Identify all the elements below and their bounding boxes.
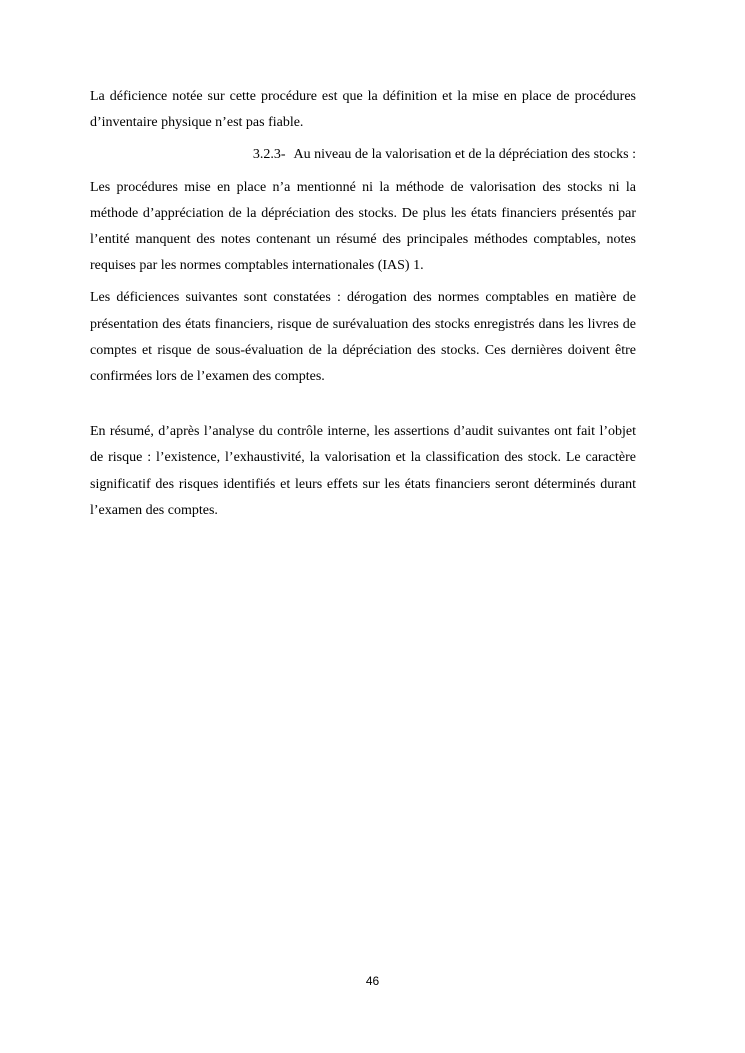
page-body (90, 84, 636, 524)
section-title: Au niveau de la valorisation et de la dépréciation des stocks : (293, 147, 636, 163)
body-paragraph: Les procédures mise en place n’a mentionné ni la méthode de valorisation des stocks ni la méthode d’appréciation de la dépréciation des stocks. De plus les états financiers présentés par l’entité manquent des notes contenant un résumé des principales méthodes comptables, notes requises par les normes comptables internationales (IAS) 1. (90, 179, 636, 274)
section-heading (90, 142, 636, 168)
summary-paragraph: En résumé, d’après l’analyse du contrôle interne, les assertions d’audit suivantes ont fait l’objet de risque : l’existence, l’exhaustivité, la valorisation et la classification des stock. Le caractère significatif des risques identifiés et leurs effets sur les états financiers seront déterminés durant l’examen des comptes. (90, 424, 636, 518)
section-number: 3.2.3- (252, 147, 286, 163)
body-paragraph: Les déficiences suivantes sont constatées : dérogation des normes comptables en matière de présentation des états financiers, risque de surévaluation des stocks enregistrés dans les livres de comptes et risque de sous-évaluation de la dépréciation des stocks. Ces dernières doivent être confirmées lors de l’examen des comptes. (90, 290, 636, 385)
page-number: 46 (365, 974, 380, 988)
paragraph-gap (90, 390, 636, 419)
intro-paragraph: La déficience notée sur cette procédure est que la définition et la mise en place de procédures d’inventaire physique n’est pas fiable. (90, 89, 636, 131)
